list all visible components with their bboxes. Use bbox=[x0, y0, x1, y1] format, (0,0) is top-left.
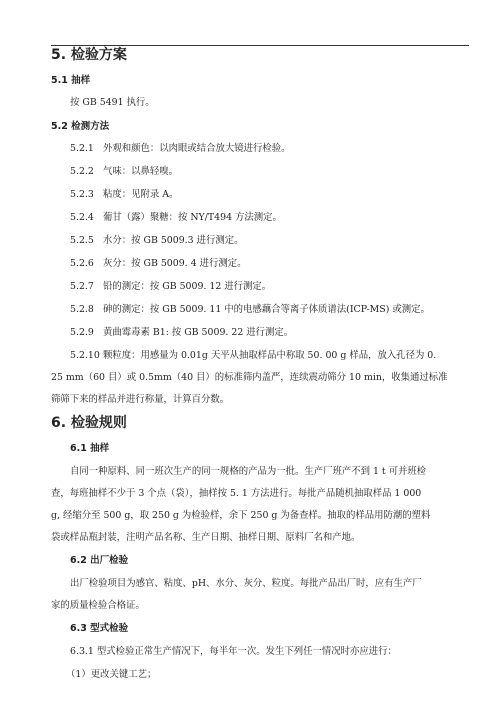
method-item bbox=[70, 324, 293, 338]
section-6-1-line-3: g, 经缩分至 500 g，取 250 g 为检验样，余下 250 g 为备查样。抽取的样品用防潮的塑料 bbox=[51, 510, 431, 521]
method-item-number: 5.2.9 bbox=[70, 327, 94, 338]
method-item-10-line-2: 25 mm（60 目）或 0.5mm（40 目）的标准筛内盖严，连续震动筛分 10 min，收集通过标准 bbox=[51, 372, 448, 383]
section-6-2-line-1: 出厂检验项目为感官、粘度、pH、水分、灰分、粒度。每批产品出厂时，应有生产厂 bbox=[70, 578, 422, 589]
section-6-3-1-text: 6.3.1 型式检验正常生产情况下，每半年一次。发生下列任一情况时亦应进行： bbox=[70, 646, 397, 657]
method-item-text: 水分：按 GB 5009.3 进行测定。 bbox=[102, 235, 244, 246]
section-5-1-text: 按 GB 5491 执行。 bbox=[70, 97, 155, 108]
section-6-1-line-4: 袋或样品瓶封装，注明产品名称、生产日期、抽样日期、原料厂名和产地。 bbox=[51, 532, 361, 543]
method-item-text: 葡甘（露）聚糖：按 NY/T494 方法测定。 bbox=[102, 212, 282, 223]
method-item bbox=[70, 278, 271, 292]
method-item-number: 5.2.3 bbox=[70, 189, 94, 200]
method-item bbox=[70, 255, 246, 269]
section-5-2-title: 5.2 检测方法 bbox=[51, 121, 110, 132]
method-item-text: 粘度：见附录 A。 bbox=[102, 189, 179, 200]
method-item bbox=[70, 140, 291, 154]
method-item-number: 5.2.2 bbox=[70, 166, 94, 177]
section-6-2-line-2: 家的质量检验合格证。 bbox=[51, 600, 145, 611]
method-item-number: 5.2.5 bbox=[70, 235, 94, 246]
section-6-3-title: 6.3 型式检验 bbox=[70, 623, 129, 634]
method-item-text: 颗粒度：用感量为 0.01g 天平从抽取样品中称取 50. 00 g 样品，放入孔径为 0. bbox=[102, 350, 437, 361]
section-6-2-title: 6.2 出厂检验 bbox=[70, 555, 129, 566]
section-6-3-item-1: （1）更改关键工艺； bbox=[66, 669, 157, 680]
method-item-10-line-1 bbox=[70, 347, 436, 361]
method-item-text: 砷的测定：按 GB 5009. 11 中的电感藕合等离子体质谱法(ICP-MS) 或测定。 bbox=[102, 304, 430, 315]
section-5-1-title: 5.1 抽样 bbox=[51, 75, 91, 86]
method-item-text: 铅的测定：按 GB 5009. 12 进行测定。 bbox=[102, 281, 272, 292]
section-6-title: 6. 检验规则 bbox=[51, 415, 127, 431]
method-item bbox=[70, 209, 282, 223]
method-item-number: 5.2.6 bbox=[70, 258, 94, 269]
method-item bbox=[70, 232, 243, 246]
method-item-number: 5.2.7 bbox=[70, 281, 94, 292]
method-item-text: 灰分：按 GB 5009. 4 进行测定。 bbox=[102, 258, 247, 269]
method-item-number: 5.2.10 bbox=[70, 350, 100, 361]
section-5-title: 5. 检验方案 bbox=[51, 47, 127, 63]
method-item-text: 黄曲霉毒素 B1: 按 GB 5009. 22 进行测定。 bbox=[102, 327, 294, 338]
section-6-1-line-1: 自同一种原料、同一班次生产的同一规格的产品为一批。生产厂班产不到 1 t 可并班检 bbox=[70, 466, 427, 477]
method-item-number: 5.2.4 bbox=[70, 212, 94, 223]
method-item bbox=[70, 186, 178, 200]
section-6-1-title: 6.1 抽样 bbox=[70, 443, 110, 454]
method-item bbox=[70, 301, 430, 315]
method-item-number: 5.2.8 bbox=[70, 304, 94, 315]
method-item-number: 5.2.1 bbox=[70, 143, 94, 154]
section-6-1-line-2: 查，每班抽样不少于 3 个点（袋），抽样按 5. 1 方法进行。每批产品随机抽取样品 1 000 bbox=[51, 488, 422, 499]
method-item-10-line-3: 筛筛下来的样品并进行称量，计算百分数。 bbox=[51, 394, 230, 405]
method-item-text: 外观和颜色：以肉眼或结合放大镜进行检验。 bbox=[102, 143, 291, 154]
method-item bbox=[70, 163, 178, 177]
method-item-text: 气味：以鼻轻嗅。 bbox=[102, 166, 178, 177]
